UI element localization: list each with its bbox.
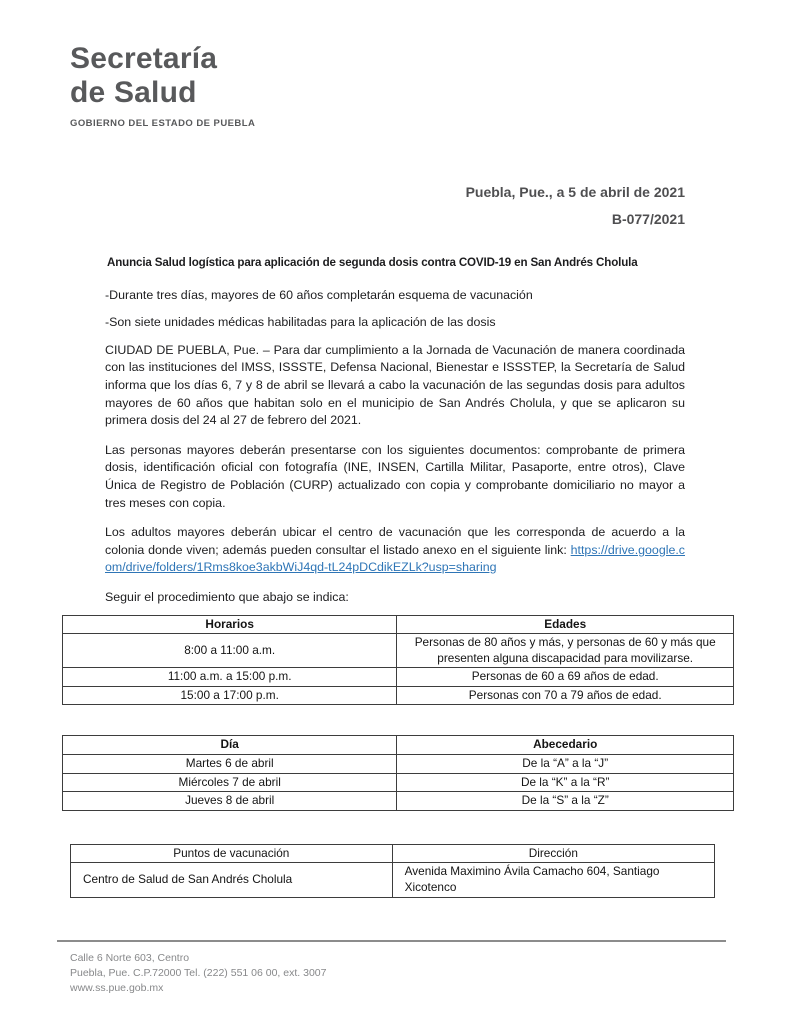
logo-subtitle: GOBIERNO DEL ESTADO DE PUEBLA [70,118,256,130]
drive-folder-link[interactable]: https://drive.google.com/drive/folders/1Rms8koe3akbWiJ4qd-tL24pDCdikEZLk?usp=sharing [105,542,685,575]
table-cell: 15:00 a 17:00 p.m. [63,686,397,705]
table-cell: Personas con 70 a 79 años de edad. [397,686,734,705]
table-cell: Martes 6 de abril [63,755,397,774]
headline: Anuncia Salud logística para aplicación de segunda dosis contra COVID-19 en San Andrés Cholula [107,256,638,269]
paragraph-3-text: Los adultos mayores deberán ubicar el centro de vacunación que les corresponda de acuerdo a la colonia donde viven; además pueden consultar el listado anexo en el siguiente link: [105,525,685,557]
table-cell: Jueves 8 de abril [63,792,397,811]
logo-line-2: de Salud [70,75,197,109]
table-header-row [63,615,734,634]
table-row [63,634,734,668]
bullet-item-2: -Son siete unidades médicas habilitadas para la aplicación de las dosis [105,315,496,330]
table-header-cell: Día [63,736,397,755]
table-header-cell: Puntos de vacunación [71,844,393,863]
table-header-row [63,736,734,755]
table-cell: Avenida Maximino Ávila Camacho 604, Santiago Xicotenco [392,863,714,897]
date-text: Puebla, Pue., a 5 de abril de 2021 [465,184,685,200]
table-cell: Miércoles 7 de abril [63,773,397,792]
table-row [63,686,734,705]
table-header-row [71,844,715,863]
table-header-cell: Abecedario [397,736,734,755]
schedule-table [62,615,734,706]
table-row [63,668,734,687]
days-table [62,735,734,810]
bullet-item-1: -Durante tres días, mayores de 60 años completarán esquema de vacunación [105,287,533,302]
logo [70,42,255,129]
table-header-cell: Dirección [392,844,714,863]
paragraph-2: Las personas mayores deberán presentarse con los siguientes documentos: comprobante de primera dosis, identificación oficial con fotografía (INE, INSEN, Cartilla Militar, Pasaporte, entre otros), Clave Única de Registro de Población (CURP) actualizado con copia y comprobante domiciliario no mayor a tres meses con copia. [105,442,685,510]
table-cell: 8:00 a 11:00 a.m. [63,634,397,668]
procedure-intro: Seguir el procedimiento que abajo se indica: [105,589,349,604]
paragraph-1: CIUDAD DE PUEBLA, Pue. – Para dar cumplimiento a la Jornada de Vacunación de manera coordinada con las instituciones del IMSS, ISSSTE, Defensa Nacional, Bienestar e ISSSTEP, la Secretaría de Salud informa que los días 6, 7 y 8 de abril se llevará a cabo la vacunación de las segundas dosis para adultos mayores de 60 años que habitan solo en el municipio de San Andrés Cholula, y que se aplicaron su primera dosis del 24 al 27 de febrero del 2021. [105,342,685,428]
paragraph-3 [105,524,685,577]
page-footer [57,940,726,997]
table-cell: De la “K” a la “R” [397,773,734,792]
table-row [63,792,734,811]
table-cell: Personas de 60 a 69 años de edad. [397,668,734,687]
table-row [63,755,734,774]
logo-line-1: Secretaría [70,42,218,75]
bulletin-number: B-077/2021 [611,211,685,228]
table-cell: De la “A” a la “J” [397,755,734,774]
table-cell: Personas de 80 años y más, y personas de 60 y más que presenten alguna discapacidad para movilizarse. [397,634,734,668]
table-cell: Centro de Salud de San Andrés Cholula [71,863,393,897]
footer-website: www.ss.pue.gob.mx [70,982,164,995]
table-cell: 11:00 a.m. a 15:00 p.m. [63,668,397,687]
table-row [71,863,715,897]
footer-address-line-2: Puebla, Pue. C.P.72000 Tel. (222) 551 06 00, ext. 3007 [70,967,327,980]
table-header-cell: Horarios [63,615,397,634]
dateline [466,179,685,234]
table-row [63,773,734,792]
table-header-cell: Edades [397,615,734,634]
locations-table [70,844,715,898]
table-cell: De la “S” a la “Z” [397,792,734,811]
document-body [83,254,716,898]
footer-address-line-1: Calle 6 Norte 603, Centro [70,952,190,964]
